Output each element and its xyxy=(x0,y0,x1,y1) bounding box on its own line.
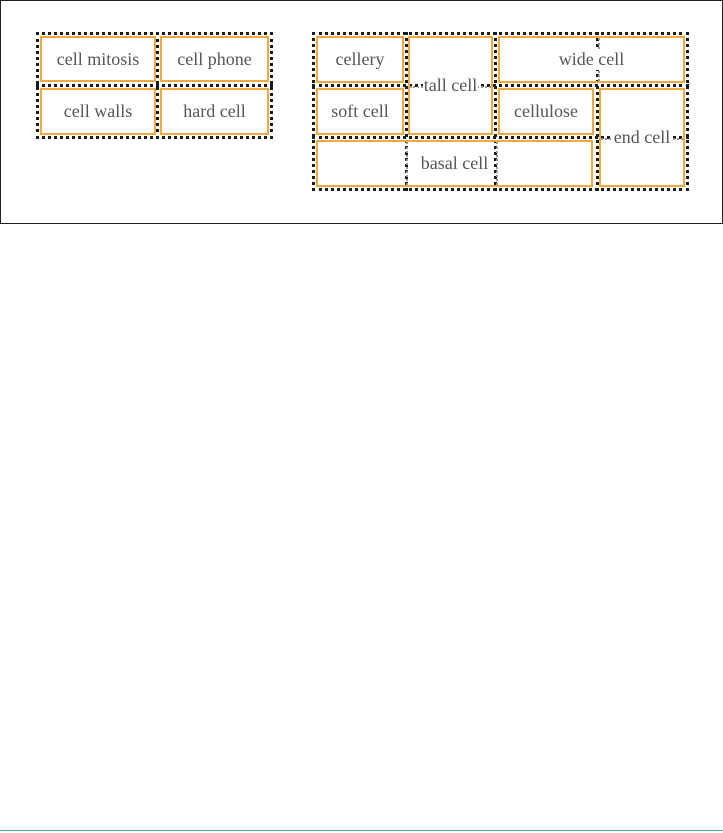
grid-item-end-cell xyxy=(599,88,685,187)
grid-item-label: tall cell xyxy=(423,75,478,95)
grid-item-label: basal cell xyxy=(420,153,489,173)
grid-item-cell-walls xyxy=(40,88,156,135)
left-grid-row-gap xyxy=(36,84,273,87)
grid-item-soft-cell xyxy=(316,88,404,135)
right-grid-row-gap-1 xyxy=(312,84,689,87)
grid-item-label: cellery xyxy=(335,49,385,69)
grid-item-label: cell phone xyxy=(177,48,252,69)
grid-item-cellulose xyxy=(498,88,594,135)
grid-item-cell-phone xyxy=(160,36,269,82)
grid-item-label: wide cell xyxy=(558,49,625,69)
guide-line xyxy=(406,142,408,185)
grid-item-label: cellulose xyxy=(514,101,578,121)
grid-item-hard-cell xyxy=(160,88,269,135)
grid-item-tall-cell xyxy=(408,36,493,135)
bottom-divider xyxy=(0,830,723,831)
grid-item-label: soft cell xyxy=(331,101,389,121)
grid-item-cell-mitosis xyxy=(40,36,156,82)
grid-item-wide-cell xyxy=(498,36,685,83)
grid-item-label: cell mitosis xyxy=(56,48,140,69)
grid-item-label: cell walls xyxy=(63,101,133,121)
guide-line xyxy=(496,142,498,185)
grid-item-basal-cell xyxy=(316,140,593,187)
grid-item-label: end cell xyxy=(613,127,671,147)
grid-item-label: hard cell xyxy=(183,101,246,121)
grid-item-cellery xyxy=(316,36,404,83)
